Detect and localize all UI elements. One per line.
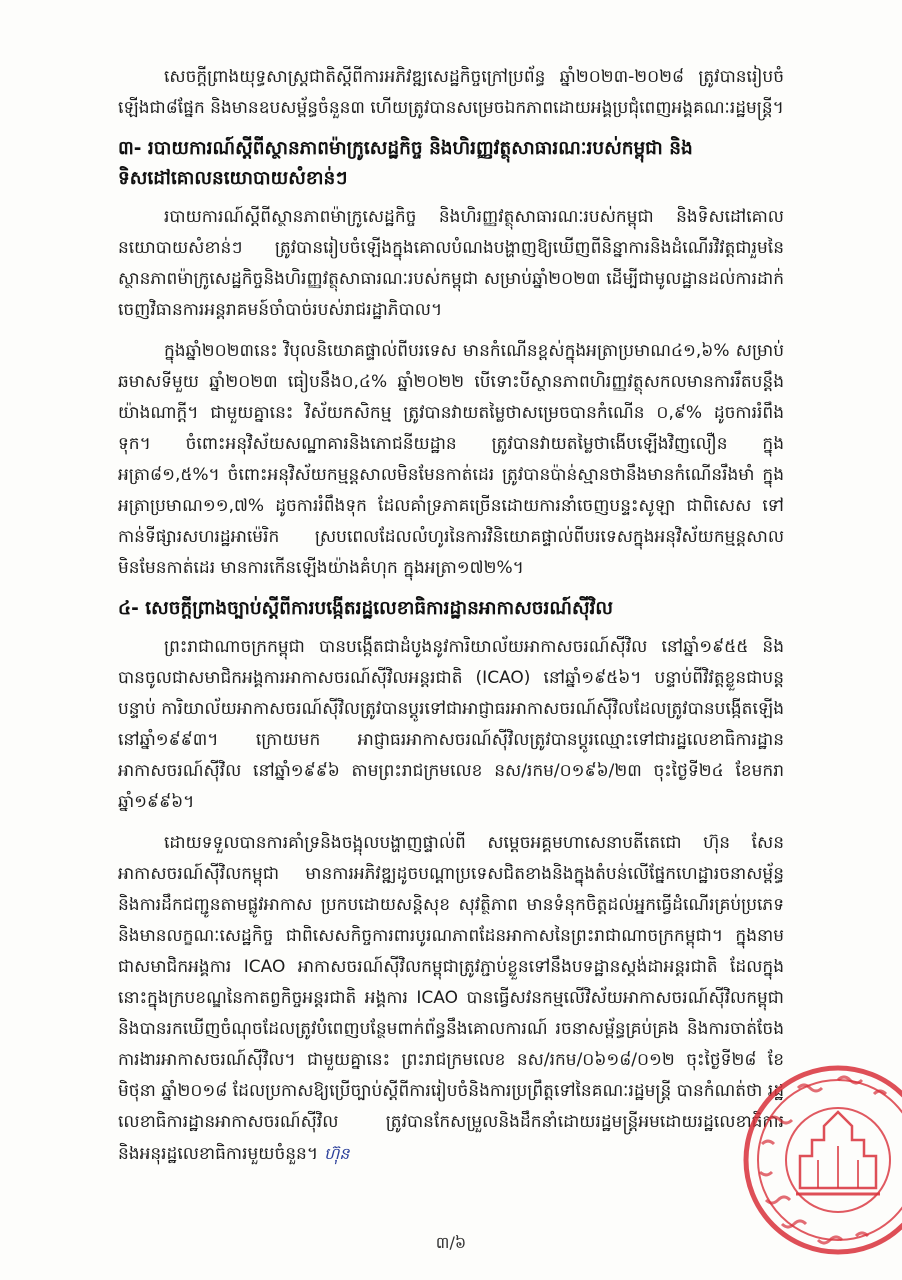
section-4-paragraph-2 (118, 828, 784, 1170)
section-3-paragraph-1: របាយការណ៍ស្តីពីស្ថានភាពម៉ាក្រូសេដ្ឋកិច្ច និងហិរញ្ញវត្ថុសាធារណៈរបស់កម្ពុជា និងទិសដៅគោលនយោបាយសំខាន់ៗ ត្រូវបានរៀបចំឡើងក្នុងគោលបំណងបង្ហាញឱ្យឃើញពីនិន្នាការនិងដំណើរវិវត្តជារួមនៃស្ថានភាពម៉ាក្រូសេដ្ឋកិច្ចនិងហិរញ្ញវត្ថុសាធារណៈរបស់កម្ពុជា សម្រាប់ឆ្នាំ២០២៣ ដើម្បីជាមូលដ្ឋានដល់ការដាក់ចេញវិធានការអន្តរាគមន៍ចាំបាច់របស់រាជរដ្ឋាភិបាល។ (118, 207, 784, 320)
section-3-heading: ៣- របាយការណ៍ស្តីពីស្ថានភាពម៉ាក្រូសេដ្ឋកិច្ច និងហិរញ្ញវត្ថុសាធារណៈរបស់កម្ពុជា និងទិសដៅគោលនយោបាយសំខាន់ៗ (118, 138, 693, 189)
intro-paragraph: សេចក្តីព្រាងយុទ្ធសាស្ត្រជាតិស្តីពីការអភិវឌ្ឍសេដ្ឋកិច្ចក្រៅប្រព័ន្ធ ឆ្នាំ២០២៣-២០២៨ ត្រូវបានរៀបចំឡើងជា៨ផ្នែក និងមានឧបសម្ព័ន្ធចំនួន៣ ហើយត្រូវបានសម្រេចឯកភាពដោយអង្គប្រជុំពេញអង្គគណៈរដ្ឋមន្ត្រី។ (118, 67, 784, 118)
section-4-paragraph-1: ព្រះរាជាណាចក្រកម្ពុជា បានបង្កើតជាដំបូងនូវការិយាល័យអាកាសចរណ៍ស៊ីវិល នៅឆ្នាំ១៩៥៥ និងបានចូលជាសមាជិកអង្គការអាកាសចរណ៍ស៊ីវិលអន្តរជាតិ (ICAO) នៅឆ្នាំ១៩៥៦។ បន្ទាប់ពីវិវត្តខ្លួនជាបន្តបន្ទាប់ ការិយាល័យអាកាសចរណ៍ស៊ីវិលត្រូវបានប្តូរទៅជាអាជ្ញាធរអាកាសចរណ៍ស៊ីវិលដែលត្រូវបានបង្កើតឡើងនៅឆ្នាំ១៩៩៣។ ក្រោយមក អាជ្ញាធរអាកាសចរណ៍ស៊ីវិលត្រូវបានប្តូរឈ្មោះទៅជារដ្ឋលេខាធិការដ្ឋានអាកាសចរណ៍ស៊ីវិល នៅឆ្នាំ១៩៩៦ តាមព្រះរាជក្រមលេខ នស/រកម/០១៩៦/២៣ ចុះថ្ងៃទី២៤ ខែមករា ឆ្នាំ១៩៩៦។ (118, 637, 784, 812)
handwritten-initials: ហ៊ុន (324, 1144, 350, 1163)
section-3-paragraph-2: ក្នុងឆ្នាំ២០២៣នេះ វិបុលនិយោគផ្ទាល់ពីបរទេស មានកំណើនខ្ពស់ក្នុងអត្រាប្រមាណ៤១,៦% សម្រាប់ឆមាសទីមួយ ឆ្នាំ២០២៣ ធៀបនឹង០,៤% ឆ្នាំ២០២២ បើទោះបីស្ថានភាពហិរញ្ញវត្ថុសកលមានការរឹតបន្តឹងយ៉ាងណាក្តី។ ជាមួយគ្នានេះ វិស័យកសិកម្ម ត្រូវបានវាយតម្លៃថាសម្រេចបានកំណើន ០,៩% ដូចការរំពឹងទុក។ ចំពោះអនុវិស័យសណ្ឋាគារនិងភោជនីយដ្ឋាន ត្រូវបានវាយតម្លៃថាងើបឡើងវិញលឿន ក្នុងអត្រា៨១,៥%។ ចំពោះអនុវិស័យកម្មន្តសាលមិនមែនកាត់ដេរ ត្រូវបានប៉ាន់ស្មានថានឹងមានកំណើនរឹងមាំ ក្នុងអត្រាប្រមាណ១១,៧% ដូចការរំពឹងទុក ដែលគាំទ្រភាគច្រើនដោយការនាំចេញបន្ទះសូឡា ជាពិសេស ទៅកាន់ទីផ្សារសហរដ្ឋអាម៉េរិក ស្របពេលដែលលំហូរនៃការវិនិយោគផ្ទាល់ពីបរទេសក្នុងអនុវិស័យកម្មន្តសាលមិនមែនកាត់ដេរ មានការកើនឡើងយ៉ាងគំហុក ក្នុងអត្រា១៧២%។ (118, 341, 784, 578)
section-4-heading: ៤- សេចក្តីព្រាងច្បាប់ស្តីពីការបង្កើតរដ្ឋលេខាធិការដ្ឋានអាកាសចរណ៍ស៊ីវិល (118, 598, 614, 619)
official-seal-stamp (738, 1060, 902, 1260)
section-4-paragraph-2-text: ដោយទទួលបានការគាំទ្រនិងចង្អុលបង្ហាញផ្ទាល់ពី សម្តេចអគ្គមហាសេនាបតីតេជោ ហ៊ុន សែន អាកាសចរណ៍ស៊ីវិលកម្ពុជា មានការអភិវឌ្ឍដូចបណ្តាប្រទេសជិតខាងនិងក្នុងតំបន់លើផ្នែកហេដ្ឋារចនាសម្ព័ន្ធនិងការដឹកជញ្ជូនតាមផ្លូវអាកាស ប្រកបដោយសន្តិសុខ សុវត្ថិភាព មានទំនុកចិត្តដល់អ្នកធ្វើដំណើរគ្រប់ប្រភេទ និងមានលក្ខណៈសេដ្ឋកិច្ច ជាពិសេសកិច្ចការពារបូរណភាពដែនអាកាសនៃព្រះរាជាណាចក្រកម្ពុជា។ ក្នុងនាមជាសមាជិកអង្គការ ICAO អាកាសចរណ៍ស៊ីវិលកម្ពុជាត្រូវភ្ជាប់ខ្លួនទៅនឹងបទដ្ឋានស្តង់ដាអន្តរជាតិ ដែលក្នុងនោះក្នុងក្របខណ្ឌនៃកាតព្វកិច្ចអន្តរជាតិ អង្គការ ICAO បានធ្វើសវនកម្មលើវិស័យអាកាសចរណ៍ស៊ីវិលកម្ពុជា និងបានរកឃើញចំណុចដែលត្រូវបំពេញបន្ថែមពាក់ព័ន្ធនឹងគោលការណ៍ រចនាសម្ព័ន្ធគ្រប់គ្រង និងការចាត់ចែងការងារអាកាសចរណ៍ស៊ីវិល។ ជាមួយគ្នានេះ ព្រះរាជក្រមលេខ នស/រកម/០៦១៨/០១២ ចុះថ្ងៃទី២៨ ខែមិថុនា ឆ្នាំ២០១៨ ដែលប្រកាសឱ្យប្រើច្បាប់ស្តីពីការរៀបចំនិងការប្រព្រឹត្តទៅនៃគណៈរដ្ឋមន្ត្រី បានកំណត់ថា រដ្ឋលេខាធិការដ្ឋានអាកាសចរណ៍ស៊ីវិល ត្រូវបានកែសម្រួលនិងដឹកនាំដោយរដ្ឋមន្ត្រីអមដោយរដ្ឋលេខាធិការនិងអនុរដ្ឋលេខាធិការមួយចំនួន។ (118, 833, 784, 1164)
page-number: ៣/៦ (435, 1233, 467, 1252)
